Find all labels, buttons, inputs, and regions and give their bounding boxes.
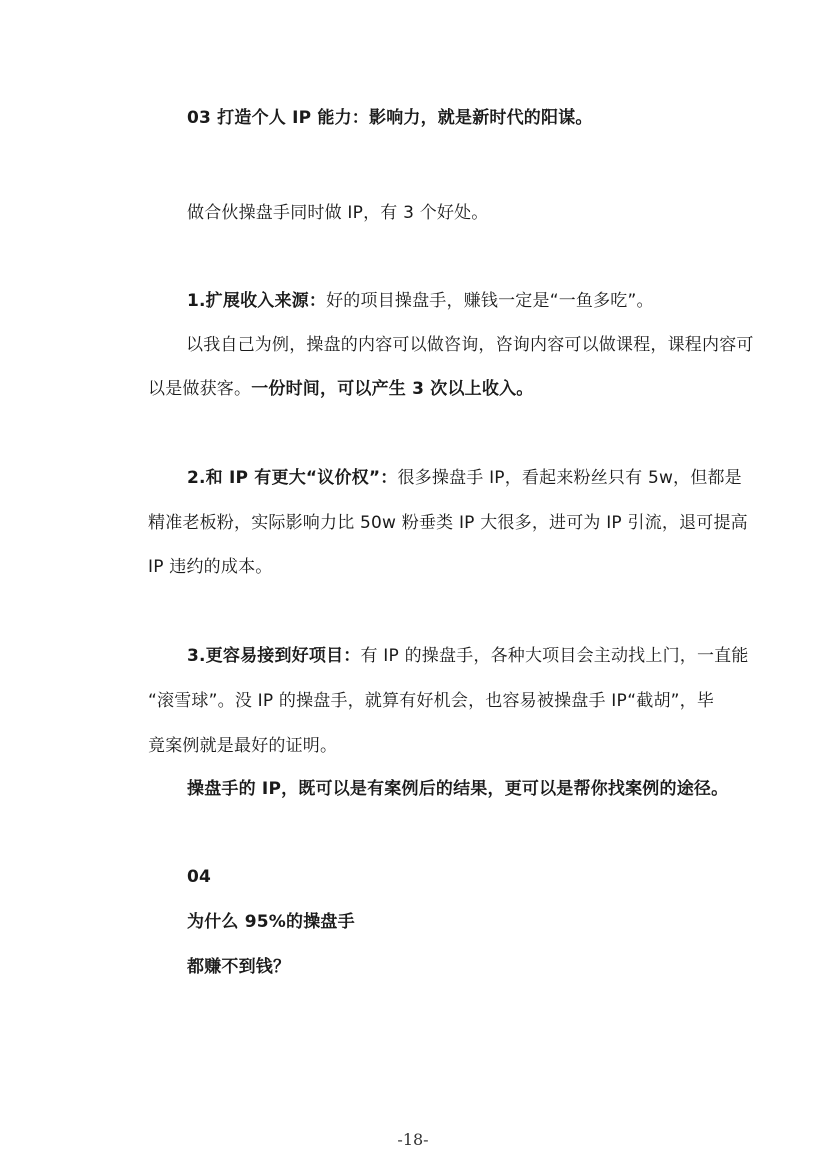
- point-1-para-line-2-normal: 以是做获客。: [148, 379, 252, 399]
- point-3-line-3: 竟案例就是最好的证明。: [148, 736, 338, 756]
- point-1-para-line-2-bold: 一份时间，可以产生 3 次以上收入。: [251, 379, 534, 399]
- point-1-para-line-1: 以我自己为例，操盘的内容可以做咨询，咨询内容可以做课程，课程内容可: [186, 335, 754, 355]
- point-3-title: 3.更容易接到好项目：: [187, 646, 361, 666]
- point-3-text: 有 IP 的操盘手，各种大项目会主动找上门，一直能: [360, 646, 749, 666]
- section-04-title-line-2: 都赚不到钱？: [187, 957, 291, 977]
- point-1-line-1: [187, 290, 654, 312]
- point-3-line-2: “滚雪球”。没 IP 的操盘手，就算有好机会，也容易被操盘手 IP“截胡”，毕: [148, 691, 715, 711]
- point-2-text: 很多操盘手 IP，看起来粉丝只有 5w，但都是: [397, 468, 742, 488]
- point-1-para-line-2: [148, 378, 533, 400]
- section-04-number: 04: [187, 867, 212, 887]
- section-03-heading: 03 打造个人 IP 能力：影响力，就是新时代的阳谋。: [187, 108, 593, 128]
- point-2-title: 2.和 IP 有更大“议价权”：: [187, 468, 398, 488]
- point-2-line-3: IP 违约的成本。: [148, 557, 273, 577]
- section-04-title-line-1: 为什么 95%的操盘手: [187, 912, 355, 932]
- point-2-line-1: [187, 467, 742, 489]
- section-03-intro: 做合伙操盘手同时做 IP，有 3 个好处。: [187, 203, 489, 223]
- point-1-title: 1.扩展收入来源：: [187, 291, 327, 311]
- point-3-conclusion: 操盘手的 IP，既可以是有案例后的结果，更可以是帮你找案例的途径。: [187, 779, 729, 799]
- point-3-line-1: [187, 645, 749, 667]
- point-2-line-2: 精准老板粉，实际影响力比 50w 粉垂类 IP 大很多，进可为 IP 引流，退可提高: [148, 513, 748, 533]
- page-number: -18-: [397, 1130, 429, 1149]
- point-1-text: 好的项目操盘手，赚钱一定是“一鱼多吃”。: [326, 291, 654, 311]
